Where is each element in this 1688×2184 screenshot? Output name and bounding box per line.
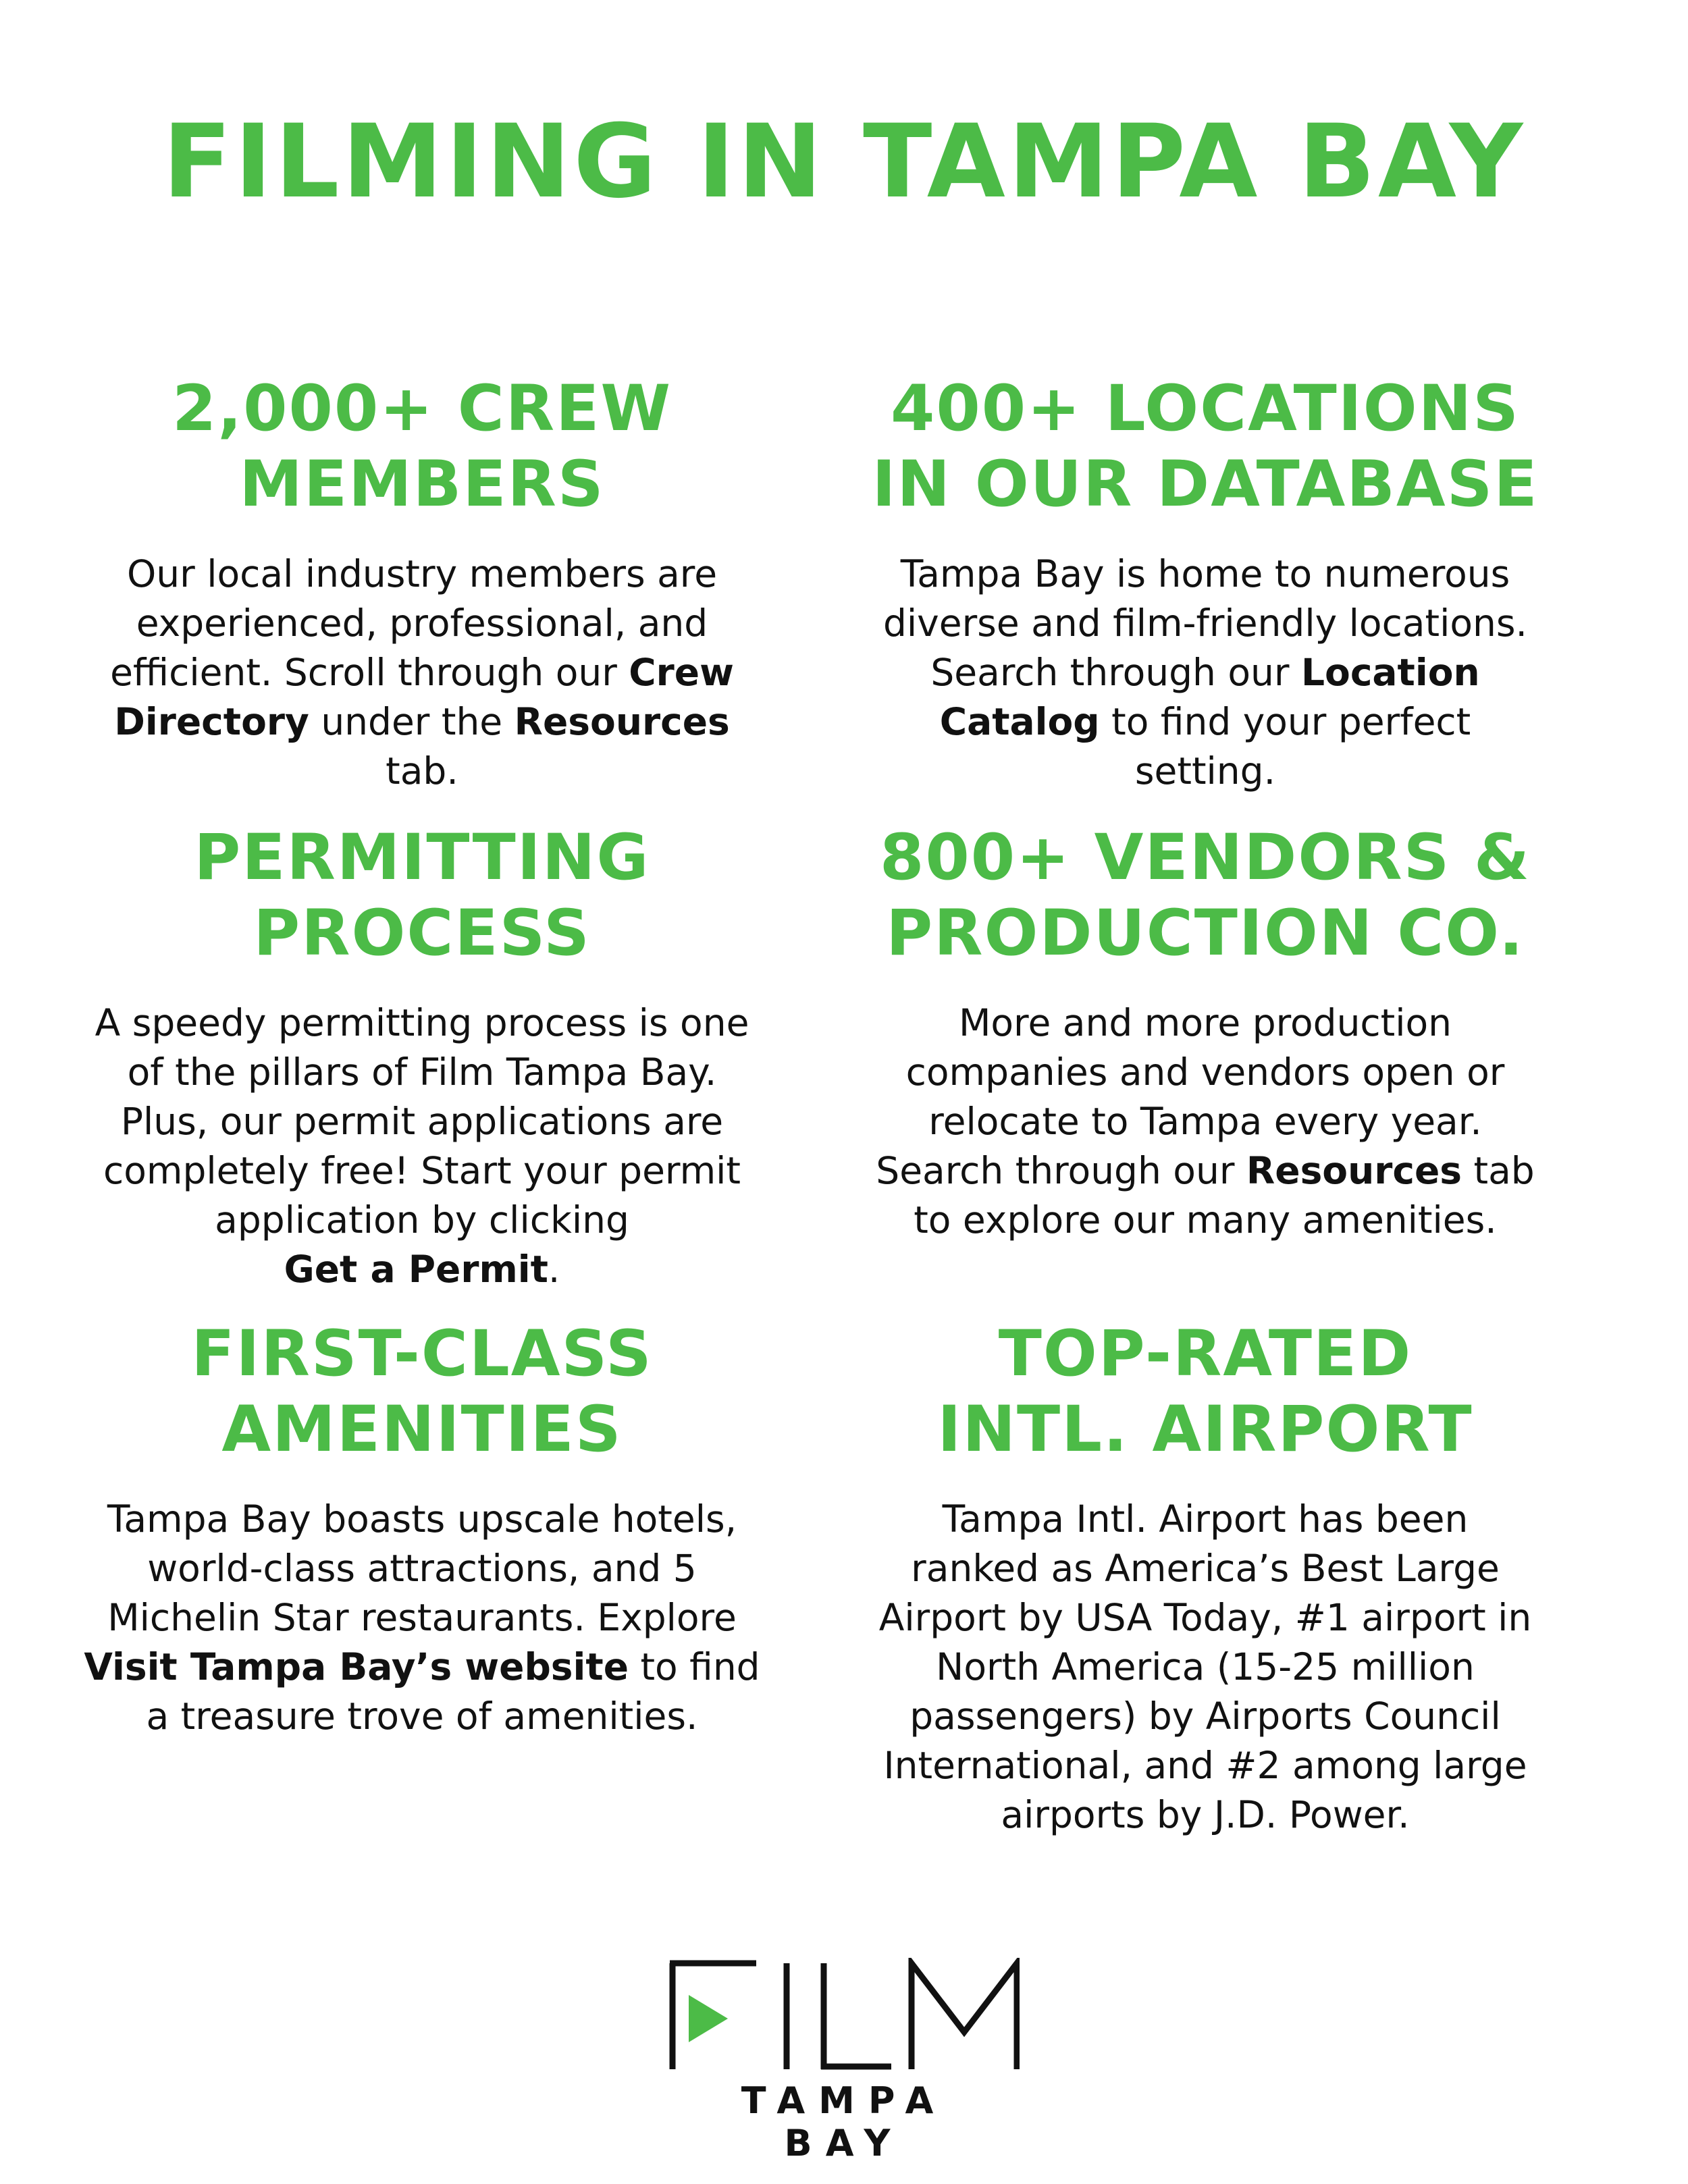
body-text: relocate to Tampa every year. [928,1100,1482,1143]
body-line [824,1048,1587,1097]
body-text: to find your perfect [1099,700,1471,743]
section-body [824,998,1587,1245]
body-text: tab. [386,749,458,793]
body-line [824,747,1587,796]
link-text[interactable]: Get a Permit [284,1248,548,1291]
body-line [41,1692,803,1741]
body-text: Search through our [876,1149,1246,1192]
body-line [41,550,803,599]
body-text: completely free! Start your permit [103,1149,741,1192]
section-heading-line: 800+ VENDORS & [879,821,1531,895]
link-text[interactable]: Location [1301,651,1480,694]
link-text[interactable]: Visit Tampa Bay’s website [84,1645,629,1688]
section-heading-line: 400+ LOCATIONS [891,372,1520,446]
body-text: Tampa Bay boasts upscale hotels, [107,1497,737,1541]
body-line [41,1593,803,1643]
body-text: airports by J.D. Power. [1001,1793,1410,1836]
body-line [41,599,803,648]
body-text: . [548,1248,560,1291]
body-line [824,1593,1587,1643]
body-text: Tampa Bay is home to numerous [900,552,1510,595]
link-text[interactable]: Catalog [939,700,1100,743]
section-heading [41,1316,803,1468]
body-line [824,550,1587,599]
section-body [41,998,803,1294]
logo-wordmark [668,1958,1020,2073]
section-vendors [824,820,1587,1245]
section-heading-line: MEMBERS [239,448,605,521]
section-crew-members [41,371,803,796]
link-text[interactable]: Resources [1246,1149,1462,1192]
body-text: tab [1462,1149,1535,1192]
body-line [41,1097,803,1146]
body-line [824,599,1587,648]
body-line [41,998,803,1048]
body-text: passengers) by Airports Council [909,1695,1501,1738]
body-line [824,1692,1587,1741]
section-heading-line: FIRST-CLASS [191,1317,653,1391]
logo-letter-l [821,1963,891,2069]
section-heading-line: INTL. AIRPORT [937,1393,1473,1466]
body-line [41,1245,803,1294]
body-text: of the pillars of Film Tampa Bay. [127,1050,717,1094]
body-text: Airport by USA Today, #1 airport in [878,1596,1532,1639]
body-text: a treasure trove of amenities. [146,1695,698,1738]
body-line [41,747,803,796]
body-text: setting. [1134,749,1276,793]
section-heading-line: PRODUCTION CO. [886,897,1525,970]
section-heading [41,820,803,971]
body-text: experienced, professional, and [136,602,708,645]
section-heading [824,820,1587,971]
section-heading-line: PROCESS [253,897,591,970]
section-airport [824,1316,1587,1840]
link-text[interactable]: Directory [114,700,309,743]
section-amenities [41,1316,803,1741]
body-line [824,1097,1587,1146]
play-triangle-icon [689,1995,728,2042]
body-text: Tampa Intl. Airport has been [942,1497,1469,1541]
body-text: application by clicking [215,1198,629,1242]
logo-subtitle: TAMPA BAY [741,2079,947,2164]
body-text: Plus, our permit applications are [120,1100,724,1143]
body-text: Michelin Star restaurants. Explore [107,1596,737,1639]
body-text: world-class attractions, and 5 [147,1547,697,1590]
body-line [41,1146,803,1196]
body-line [41,697,803,747]
logo-letter-m [912,1963,1017,2069]
body-line [41,1048,803,1097]
link-text[interactable]: Resources [514,700,730,743]
body-line [824,697,1587,747]
section-locations [824,371,1587,796]
section-heading-line: TOP-RATED [998,1317,1413,1391]
section-heading-line: 2,000+ CREW [172,372,672,446]
body-text: Our local industry members are [126,552,718,595]
body-line [824,998,1587,1048]
body-line [41,1495,803,1544]
body-text: to find [629,1645,760,1688]
body-line [824,1741,1587,1790]
body-text: companies and vendors open or [905,1050,1505,1094]
body-text: Search through our [930,651,1301,694]
body-line [824,1146,1587,1196]
section-body [41,550,803,796]
page-title: FILMING IN TAMPA BAY [162,103,1526,221]
body-text: A speedy permitting process is one [95,1001,749,1044]
body-text: More and more production [958,1001,1452,1044]
section-heading [41,371,803,523]
link-text[interactable]: Crew [629,651,734,694]
section-heading-line: PERMITTING [194,821,650,895]
body-text: efficient. Scroll through our [110,651,629,694]
section-body [824,550,1587,796]
film-tampa-bay-logo [668,1958,1020,2164]
body-text: North America (15-25 million [936,1645,1475,1688]
body-text: diverse and film-friendly locations. [882,602,1527,645]
body-text: ranked as America’s Best Large [911,1547,1500,1590]
body-line [41,1544,803,1593]
section-body [41,1495,803,1741]
body-line [824,1495,1587,1544]
body-text: to explore our many amenities. [914,1198,1497,1242]
section-heading-line: AMENITIES [221,1393,623,1466]
body-line [824,1790,1587,1840]
body-line [41,1196,803,1245]
body-line [41,1643,803,1692]
body-line [41,648,803,697]
body-text: International, and #2 among large [883,1744,1527,1787]
section-heading [824,1316,1587,1468]
body-line [824,648,1587,697]
body-line [824,1196,1587,1245]
section-body [824,1495,1587,1840]
body-line [824,1643,1587,1692]
body-text: under the [309,700,515,743]
section-permitting [41,820,803,1294]
section-heading-line: IN OUR DATABASE [872,448,1539,521]
body-line [824,1544,1587,1593]
section-heading [824,371,1587,523]
